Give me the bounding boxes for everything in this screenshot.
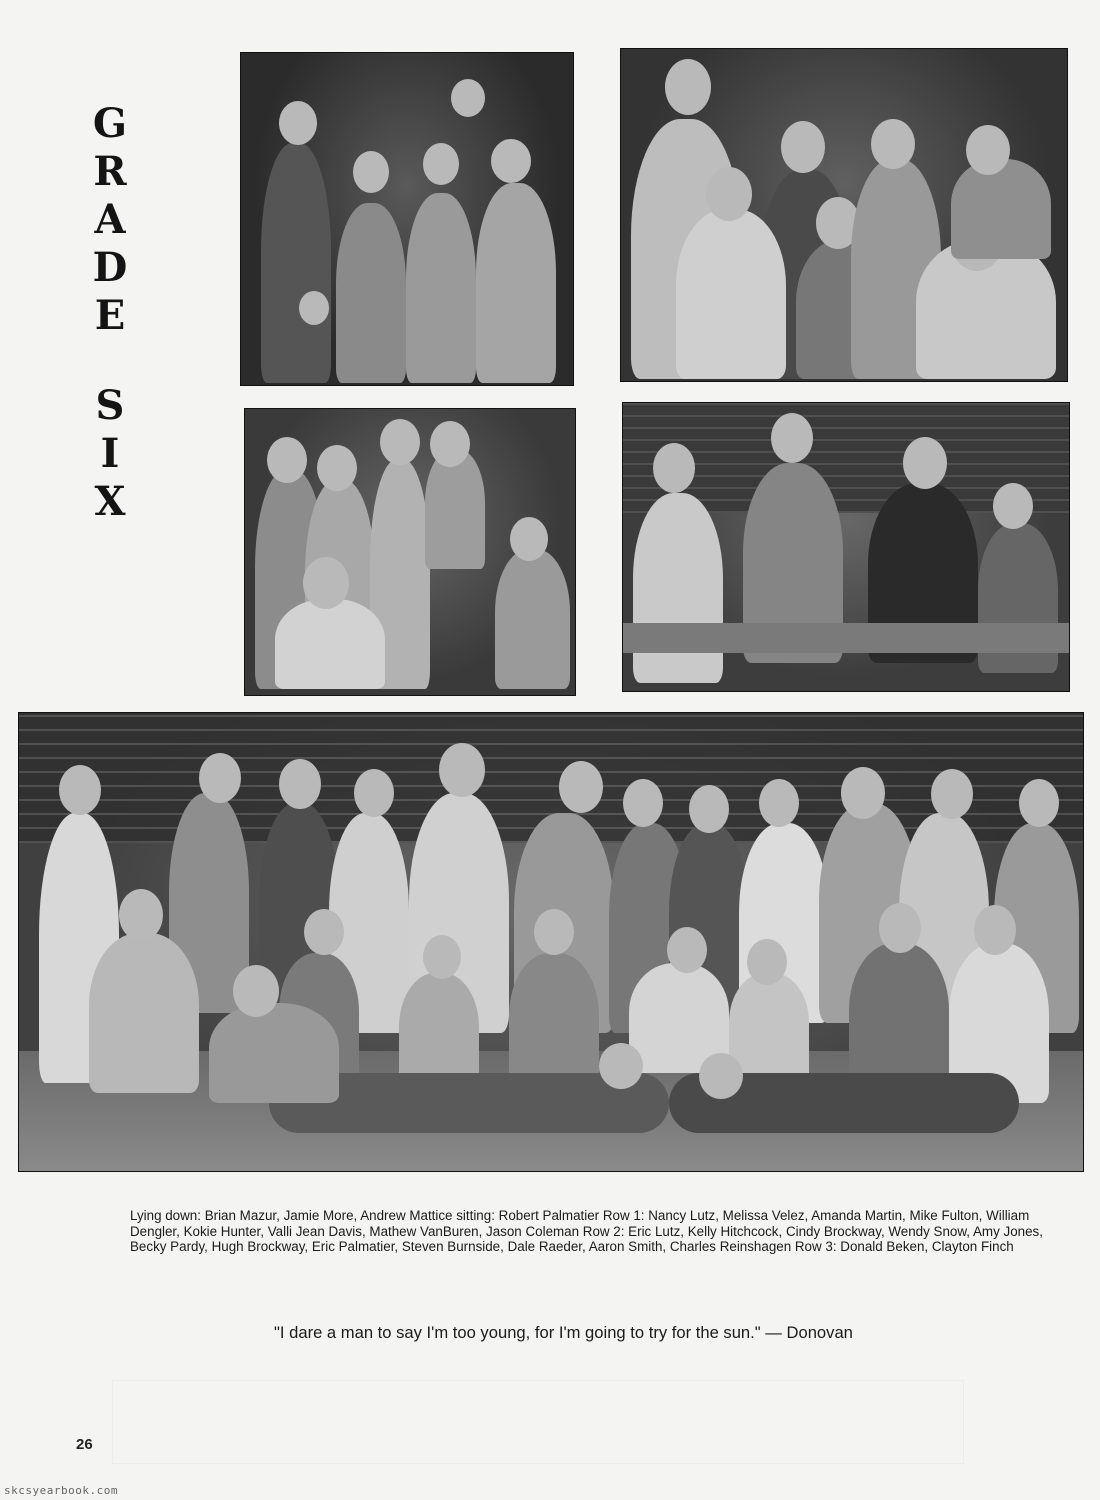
photo-boys-building — [622, 402, 1070, 692]
page-title-grade-six — [90, 100, 130, 526]
title-letter: A — [94, 196, 126, 243]
photo-class-group — [18, 712, 1084, 1172]
faded-sponsor-box — [112, 1380, 964, 1464]
title-letter: I — [100, 430, 120, 477]
page-number: 26 — [76, 1436, 93, 1453]
title-letter: X — [94, 478, 126, 525]
watermark: skcsyearbook.com — [4, 1484, 118, 1497]
title-letter: S — [95, 382, 125, 429]
photo-boys-outdoors — [240, 52, 574, 386]
photo-boys-group — [620, 48, 1068, 382]
photo-caption: Lying down: Brian Mazur, Jamie More, Andrew Mattice sitting: Robert Palmatier Row 1: Nancy Lutz, Melissa Velez, Amanda Martin, Mike Fulton, William Dengler, Kokie Hunter, Valli Jean Davis, Mathew VanBuren, Jason Coleman Row 2: Eric Lutz, Kelly Hitchcock, Cindy Brockway, Wendy Snow, Amy Jones, Becky Pardy, Hugh Brockway, Eric Palmatier, Steven Burnside, Dale Raeder, Aaron Smith, Charles Reinshagen Row 3: Donald Beken, Clayton Finch — [130, 1208, 1043, 1254]
title-letter: E — [94, 292, 126, 339]
title-letter: R — [93, 148, 127, 195]
photo-girls-group — [244, 408, 576, 696]
title-letter: D — [92, 244, 128, 291]
title-gap — [90, 340, 130, 382]
quote: "I dare a man to say I'm too young, for I'm going to try for the sun." — Donovan — [274, 1323, 853, 1342]
title-letter: G — [92, 100, 128, 147]
